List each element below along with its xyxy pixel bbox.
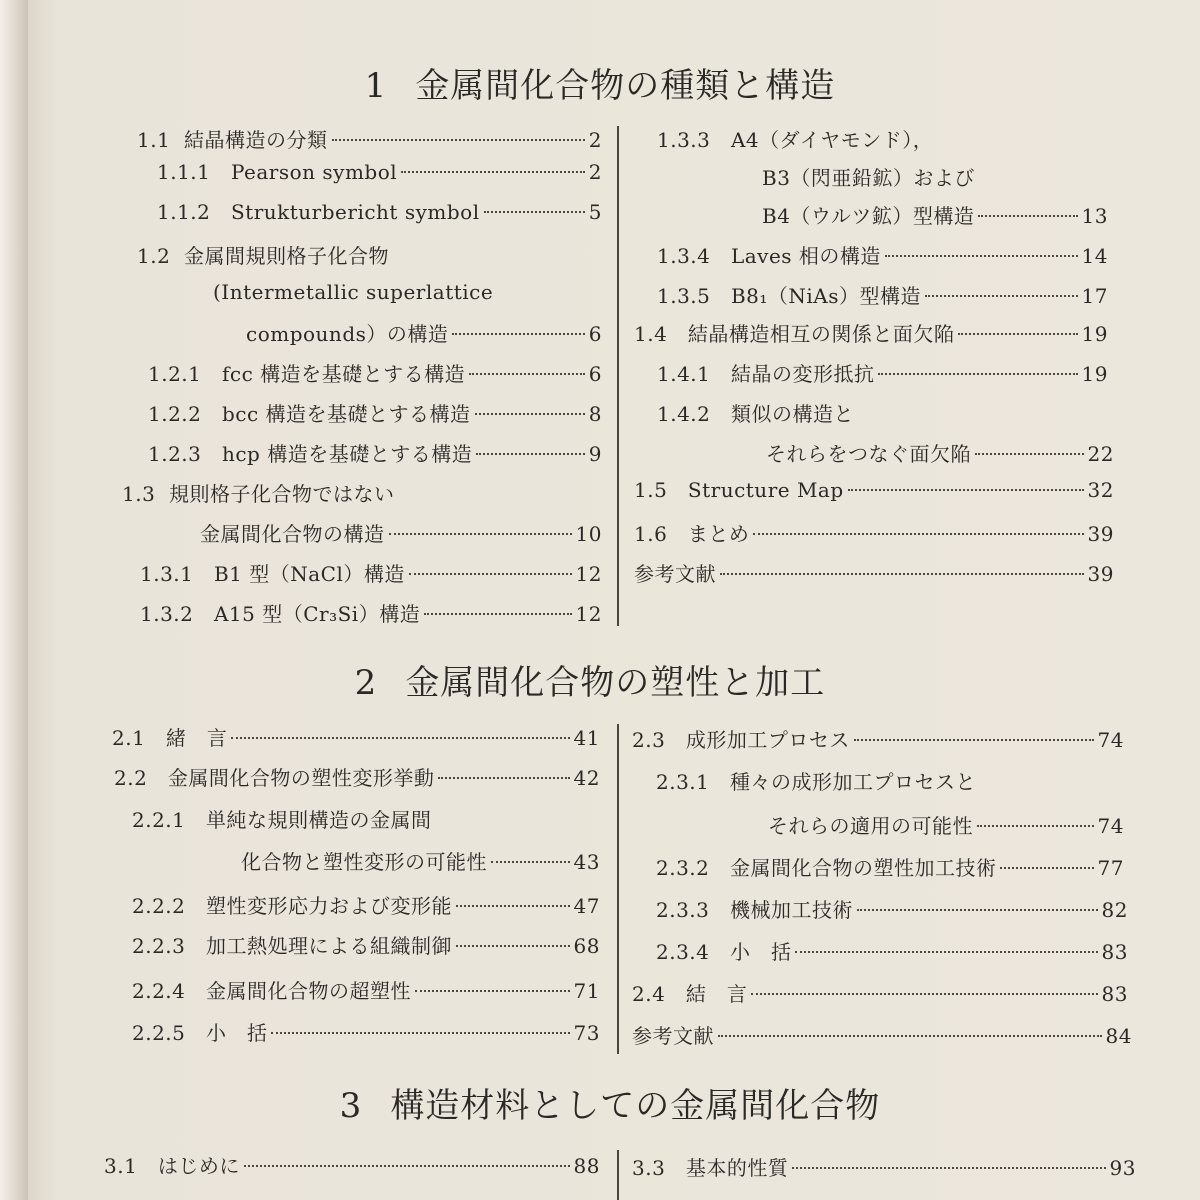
section-number: 1.2.2 (148, 402, 202, 426)
book-spine (0, 0, 28, 1200)
leader-dots (389, 533, 572, 535)
section-number: 1.2.3 (148, 442, 202, 466)
leader-dots (491, 861, 570, 863)
leader-dots (424, 613, 571, 615)
toc-entry-1-2-3[interactable] (148, 438, 602, 467)
section-title: 結晶構造の分類 (184, 128, 328, 152)
toc-entry-1-2-1[interactable] (148, 358, 602, 387)
section-title: 金属間化合物の構造 (200, 522, 385, 546)
toc-entry-2-references[interactable] (632, 1020, 1132, 1049)
toc-entry-2-2-1[interactable] (132, 804, 431, 833)
toc-entry-1-3-line2[interactable] (200, 518, 602, 547)
page-number: 73 (573, 1021, 600, 1045)
toc-entry-2-3-2[interactable] (656, 852, 1124, 881)
section-title: 化合物と塑性変形の可能性 (241, 850, 487, 874)
chapter-number: 3 (339, 1086, 363, 1126)
page-number: 14 (1081, 244, 1108, 268)
section-number: 2.2.3 (132, 934, 186, 958)
leader-dots (885, 255, 1078, 257)
page-number: 74 (1097, 728, 1124, 752)
chapter-name: 金属間化合物の塑性と加工 (405, 663, 826, 703)
section-number: 2.1 (112, 726, 146, 750)
toc-entry-2-2-3[interactable] (132, 930, 600, 959)
toc-entry-2-2[interactable] (114, 762, 600, 791)
leader-dots (456, 905, 570, 907)
section-number: 2.2.4 (132, 979, 186, 1003)
section-title: 金属間化合物の超塑性 (205, 979, 411, 1003)
section-title: 金属間規則格子化合物 (184, 244, 390, 268)
page-number: 42 (573, 766, 600, 790)
page-number: 39 (1087, 522, 1114, 546)
section-title: B1 型（NaCl）構造 (213, 562, 405, 586)
leader-dots (469, 373, 585, 375)
section-title: Strukturbericht symbol (230, 200, 480, 224)
page-number: 22 (1087, 442, 1114, 466)
page-number: 41 (573, 726, 600, 750)
page-number: 2 (588, 128, 602, 152)
page-number: 84 (1105, 1024, 1132, 1048)
section-number: 1.4 (634, 322, 668, 346)
section-number: 1.1.2 (157, 200, 211, 224)
page-number: 12 (575, 602, 602, 626)
toc-entry-1-2-line3[interactable] (246, 318, 602, 347)
toc-entry-1-2[interactable] (137, 240, 389, 269)
chapter-2-title (0, 655, 1190, 704)
section-title: 塑性変形応力および変形能 (205, 894, 452, 918)
section-title: 基本的性質 (685, 1156, 789, 1180)
page-number: 93 (1109, 1156, 1136, 1180)
page-number: 9 (588, 442, 602, 466)
toc-entry-3-3[interactable] (632, 1152, 1136, 1181)
section-number: 1.4.2 (657, 402, 711, 426)
page-number: 8 (588, 402, 602, 426)
toc-entry-1-1[interactable] (137, 124, 602, 153)
leader-dots (753, 533, 1083, 535)
section-title: 単純な規則構造の金属間 (205, 808, 432, 832)
section-title: 結 言 (685, 982, 748, 1006)
section-number: 2.3.4 (656, 940, 710, 964)
toc-entry-2-3-3[interactable] (656, 894, 1128, 923)
section-number: 1.3.1 (140, 562, 194, 586)
section-number: 2.3.1 (656, 770, 710, 794)
page-number: 43 (573, 850, 600, 874)
section-number: 2.3 (632, 728, 666, 752)
leader-dots (484, 211, 585, 213)
leader-dots (271, 1032, 569, 1034)
chapter-number: 2 (354, 663, 378, 703)
leader-dots (795, 951, 1097, 953)
section-number: 2.4 (632, 982, 666, 1006)
toc-entry-1-3-2[interactable] (140, 598, 602, 627)
toc-entry-2-2-1-line2[interactable] (241, 846, 600, 875)
leader-dots (975, 453, 1084, 455)
chapter-3-title (10, 1078, 1200, 1127)
section-title: Pearson symbol (230, 160, 398, 184)
section-title: B4（ウルツ鉱）型構造 (762, 204, 975, 228)
section-title: はじめに (157, 1154, 240, 1178)
chapter-number: 1 (364, 66, 388, 106)
section-number: 2.2.1 (132, 808, 186, 832)
toc-entry-1-references[interactable] (634, 558, 1114, 587)
section-number: 3.3 (632, 1156, 666, 1180)
section-title: 金属間化合物の塑性加工技術 (729, 856, 997, 880)
chapter-name: 金属間化合物の種類と構造 (415, 66, 836, 106)
section-title: A15 型（Cr₃Si）構造 (213, 602, 421, 626)
section-title: それらをつなぐ面欠陥 (766, 442, 971, 466)
page-number: 10 (575, 522, 602, 546)
leader-dots (718, 1035, 1102, 1037)
page-number: 83 (1101, 940, 1128, 964)
leader-dots (332, 139, 585, 141)
leader-dots (476, 453, 585, 455)
section-title: 緒 言 (165, 726, 228, 750)
section-title: 小 括 (729, 940, 792, 964)
toc-entry-1-3[interactable] (122, 478, 395, 507)
leader-dots (231, 737, 569, 739)
page-number: 19 (1081, 362, 1108, 386)
page-number: 71 (573, 979, 600, 1003)
section-title: hcp 構造を基礎とする構造 (221, 442, 473, 466)
page-number: 32 (1087, 478, 1114, 502)
section-title: 加工熱処理による組織制御 (205, 934, 452, 958)
column-divider (617, 1150, 619, 1200)
section-number: 2.2 (114, 766, 148, 790)
chapter-1-title (0, 58, 1200, 107)
toc-entry-1-3-4[interactable] (657, 240, 1108, 269)
leader-dots (848, 489, 1084, 491)
leader-dots (456, 945, 570, 947)
leader-dots (438, 777, 569, 779)
toc-entry-2-2-4[interactable] (132, 975, 600, 1004)
section-title: 参考文献 (634, 562, 716, 586)
section-number: 3.1 (104, 1154, 138, 1178)
leader-dots (452, 333, 584, 335)
page-number: 74 (1097, 814, 1124, 838)
page-number: 47 (573, 894, 600, 918)
toc-entry-1-3-3[interactable] (657, 124, 933, 153)
section-title: Structure Map (687, 478, 844, 502)
section-number: 1.6 (634, 522, 668, 546)
section-number: 2.2.2 (132, 894, 186, 918)
page-number: 68 (573, 934, 600, 958)
section-title: それらの適用の可能性 (768, 814, 973, 838)
toc-entry-1-3-3-line3[interactable] (762, 200, 1108, 229)
toc-entry-2-2-5[interactable] (132, 1017, 600, 1046)
leader-dots (857, 909, 1098, 911)
page-number: 19 (1081, 322, 1108, 346)
toc-entry-1-3-3-line2: B3（閃亜鉛鉱）および (762, 166, 975, 190)
toc-entry-1-4-1[interactable] (657, 358, 1108, 387)
toc-entry-1-6[interactable] (634, 518, 1114, 547)
section-title: 金属間化合物の塑性変形挙動 (167, 766, 435, 790)
leader-dots (978, 215, 1077, 217)
section-number: 1.4.1 (657, 362, 711, 386)
page-number: 5 (588, 200, 602, 224)
section-title: A4（ダイヤモンド）， (730, 128, 934, 152)
toc-entry-1-4[interactable] (634, 318, 1108, 347)
page-number: 39 (1087, 562, 1114, 586)
toc-entry-1-2-2[interactable] (148, 398, 602, 427)
leader-dots (415, 990, 570, 992)
leader-dots (958, 333, 1077, 335)
section-number: 2.3.3 (656, 898, 710, 922)
section-number: 2.3.2 (656, 856, 710, 880)
section-title: bcc 構造を基礎とする構造 (221, 402, 471, 426)
toc-entry-1-2-line2: (Intermetallic superlattice (213, 280, 494, 304)
toc-entry-2-3-4[interactable] (656, 936, 1128, 965)
section-title: 機械加工技術 (729, 898, 853, 922)
toc-entry-2-1[interactable] (112, 722, 600, 751)
leader-dots (792, 1167, 1105, 1169)
section-title: 規則格子化合物ではない (169, 482, 395, 506)
page-number: 12 (575, 562, 602, 586)
section-number: 2.2.5 (132, 1021, 186, 1045)
toc-entry-1-1-1[interactable] (157, 160, 602, 184)
section-title: 結晶構造相互の関係と面欠陥 (687, 322, 955, 346)
column-divider (617, 724, 619, 1054)
page-number: 82 (1101, 898, 1128, 922)
section-title: B8₁（NiAs）型構造 (730, 284, 922, 308)
leader-dots (925, 295, 1078, 297)
section-title: 小 括 (205, 1021, 268, 1045)
toc-entry-3-1[interactable] (104, 1150, 600, 1179)
page-number: 77 (1097, 856, 1124, 880)
section-title: まとめ (687, 522, 750, 546)
leader-dots (854, 739, 1094, 741)
toc-entry-2-3-1[interactable] (656, 766, 976, 795)
toc-entry-1-1-2[interactable] (157, 200, 602, 224)
page-number: 17 (1081, 284, 1108, 308)
toc-entry-2-3-1-line2[interactable] (768, 810, 1124, 839)
leader-dots (751, 993, 1097, 995)
section-number: 1.3.5 (657, 284, 711, 308)
section-number: 1.1.1 (157, 160, 211, 184)
section-number: 1.3.4 (657, 244, 711, 268)
leader-dots (720, 573, 1084, 575)
page-number: 83 (1101, 982, 1128, 1006)
page-number: 13 (1081, 204, 1108, 228)
section-title: 成形加工プロセス (685, 728, 850, 752)
section-number: 1.3 (122, 482, 156, 506)
chapter-name: 構造材料としての金属間化合物 (390, 1086, 881, 1126)
section-title: 参考文献 (632, 1024, 714, 1048)
toc-entry-2-2-2[interactable] (132, 890, 600, 919)
leader-dots (409, 573, 572, 575)
section-number: 1.1 (137, 128, 171, 152)
section-number: 1.3.3 (657, 128, 711, 152)
section-title: 類似の構造と (730, 402, 854, 426)
toc-entry-1-4-2[interactable] (657, 398, 854, 427)
toc-entry-2-4[interactable] (632, 978, 1128, 1007)
column-divider (617, 126, 619, 626)
section-title: compounds）の構造 (246, 322, 449, 346)
toc-entry-1-3-1[interactable] (140, 558, 602, 587)
toc-entry-1-5[interactable] (634, 478, 1114, 502)
page-number: 88 (573, 1154, 600, 1178)
leader-dots (1000, 867, 1093, 869)
leader-dots (878, 373, 1077, 375)
section-title: 種々の成形加工プロセスと (729, 770, 976, 794)
section-number: 1.3.2 (140, 602, 194, 626)
section-title: 結晶の変形抵抗 (730, 362, 875, 386)
section-number: 1.2.1 (148, 362, 202, 386)
page-number: 2 (588, 160, 602, 184)
toc-entry-1-3-5[interactable] (657, 280, 1108, 309)
toc-entry-1-4-2-line2[interactable] (766, 438, 1114, 467)
page-number: 6 (588, 322, 602, 346)
leader-dots (475, 413, 585, 415)
section-title: Laves 相の構造 (730, 244, 881, 268)
leader-dots (401, 171, 585, 173)
section-number: 1.2 (137, 244, 171, 268)
toc-entry-2-3[interactable] (632, 724, 1124, 753)
section-title: fcc 構造を基礎とする構造 (221, 362, 466, 386)
page-number: 6 (588, 362, 602, 386)
leader-dots (977, 825, 1094, 827)
section-number: 1.5 (634, 478, 668, 502)
leader-dots (244, 1165, 570, 1167)
